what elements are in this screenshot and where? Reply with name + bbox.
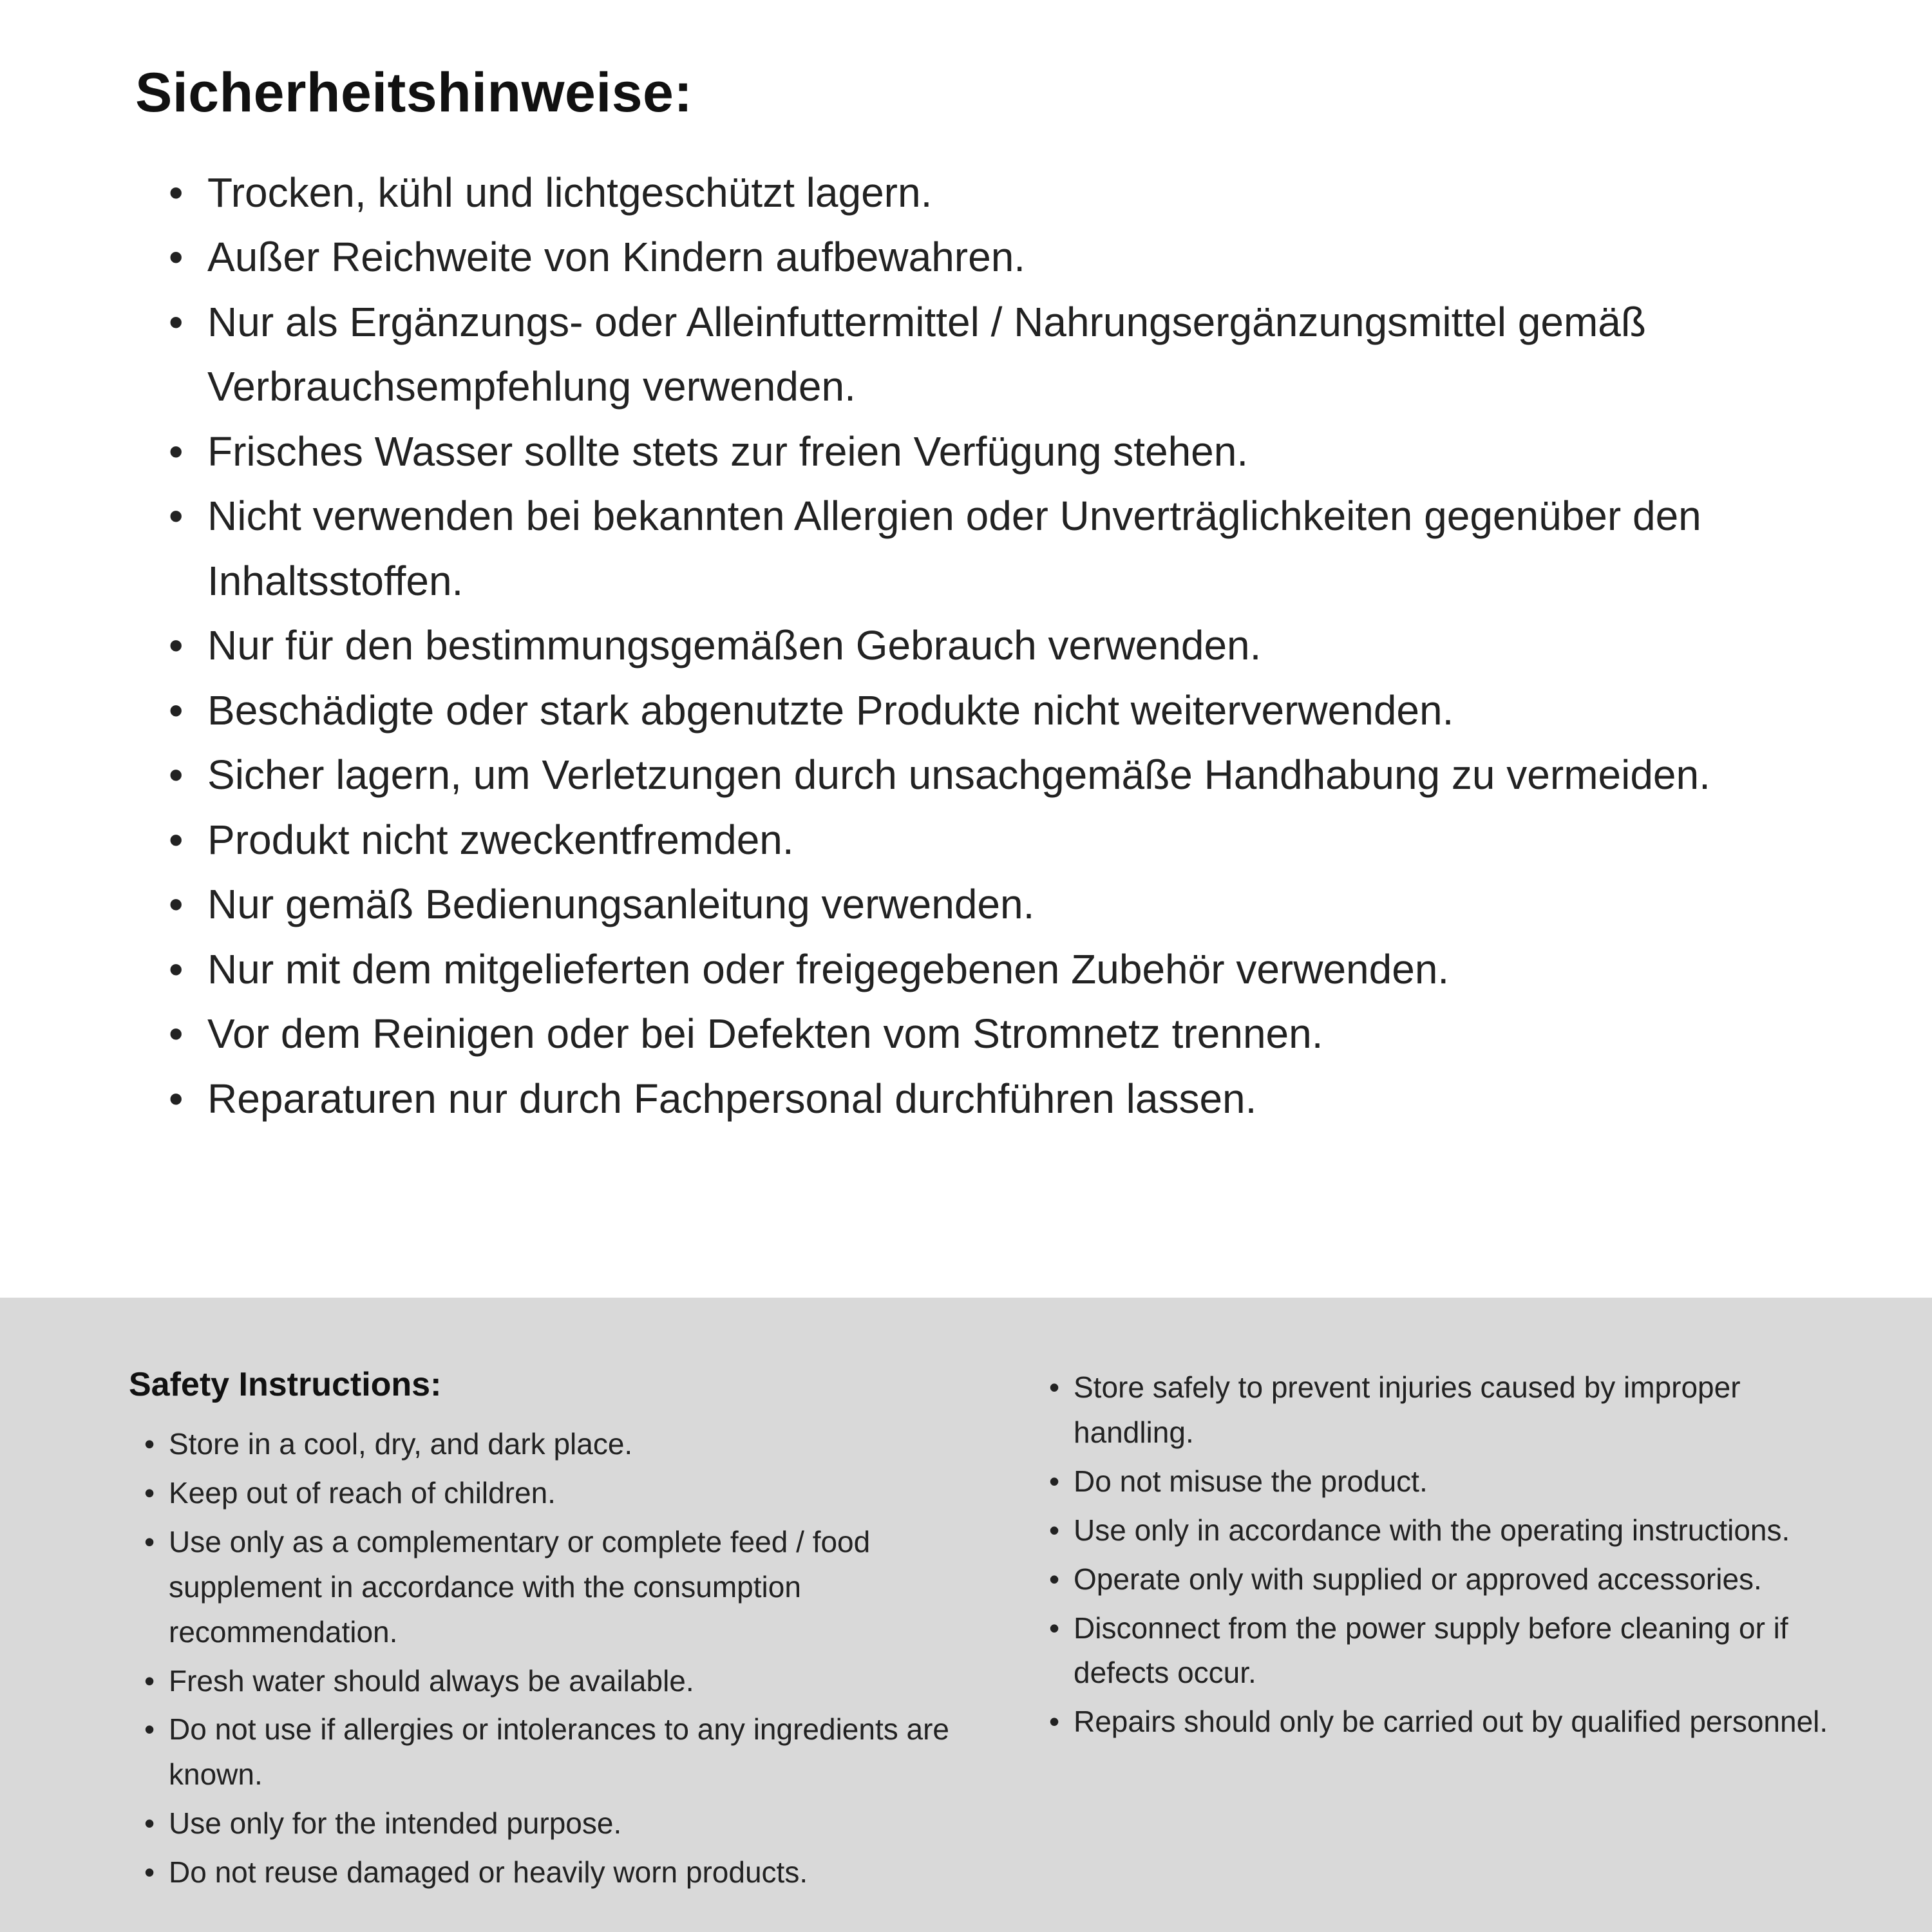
list-item: • Use only as a complementary or complete feed / food supplement in accordance with the consumption recommendation. (129, 1520, 950, 1655)
list-item: • Nur gemäß Bedienungsanleitung verwenden. (135, 872, 1835, 936)
english-safety-list-right (1034, 1365, 1855, 1745)
list-item: • Do not reuse damaged or heavily worn products. (129, 1850, 950, 1895)
list-item: • Außer Reichweite von Kindern aufbewahren. (135, 225, 1835, 289)
list-item: • Use only in accordance with the operating instructions. (1034, 1508, 1855, 1553)
list-item: • Produkt nicht zweckentfremden. (135, 808, 1835, 872)
list-item: • Frisches Wasser sollte stets zur freien Verfügung stehen. (135, 419, 1835, 484)
german-safety-title: Sicherheitshinweise: (135, 62, 693, 124)
list-item: • Sicher lagern, um Verletzungen durch unsachgemäße Handhabung zu vermeiden. (135, 743, 1835, 807)
list-item: • Nur für den bestimmungsgemäßen Gebrauch verwenden. (135, 613, 1835, 677)
list-item: • Repairs should only be carried out by qualified personnel. (1034, 1700, 1855, 1745)
list-item: • Nicht verwenden bei bekannten Allergien oder Unverträglichkeiten gegenüber den Inhaltsstoffen. (135, 484, 1835, 613)
list-item: • Store in a cool, dry, and dark place. (129, 1422, 950, 1467)
list-item: • Nur mit dem mitgelieferten oder freigegebenen Zubehör verwenden. (135, 937, 1835, 1001)
list-item: • Fresh water should always be available. (129, 1659, 950, 1704)
english-left-column (129, 1365, 950, 1932)
list-item: • Disconnect from the power supply before cleaning or if defects occur. (1034, 1606, 1855, 1696)
list-item: • Vor dem Reinigen oder bei Defekten vom Stromnetz trennen. (135, 1001, 1835, 1066)
english-right-column (1034, 1365, 1855, 1932)
list-item: • Do not use if allergies or intolerances to any ingredients are known. (129, 1707, 950, 1797)
list-item: • Keep out of reach of children. (129, 1471, 950, 1516)
list-item: • Do not misuse the product. (1034, 1459, 1855, 1504)
german-safety-list (135, 160, 1835, 1131)
list-item: • Store safely to prevent injuries caused by improper handling. (1034, 1365, 1855, 1455)
list-item: • Use only for the intended purpose. (129, 1801, 950, 1846)
list-item: • Nur als Ergänzungs- oder Alleinfuttermittel / Nahrungsergänzungsmittel gemäß Verbrauchsempfehlung verwenden. (135, 290, 1835, 419)
english-safety-list-left (129, 1422, 950, 1895)
list-item: • Reparaturen nur durch Fachpersonal durchführen lassen. (135, 1066, 1835, 1131)
english-safety-section (0, 1298, 1932, 1932)
list-item: • Operate only with supplied or approved accessories. (1034, 1557, 1855, 1602)
list-item: • Trocken, kühl und lichtgeschützt lagern. (135, 160, 1835, 225)
list-item: • Beschädigte oder stark abgenutzte Produkte nicht weiterverwenden. (135, 678, 1835, 743)
english-safety-title: Safety Instructions: (129, 1366, 442, 1403)
